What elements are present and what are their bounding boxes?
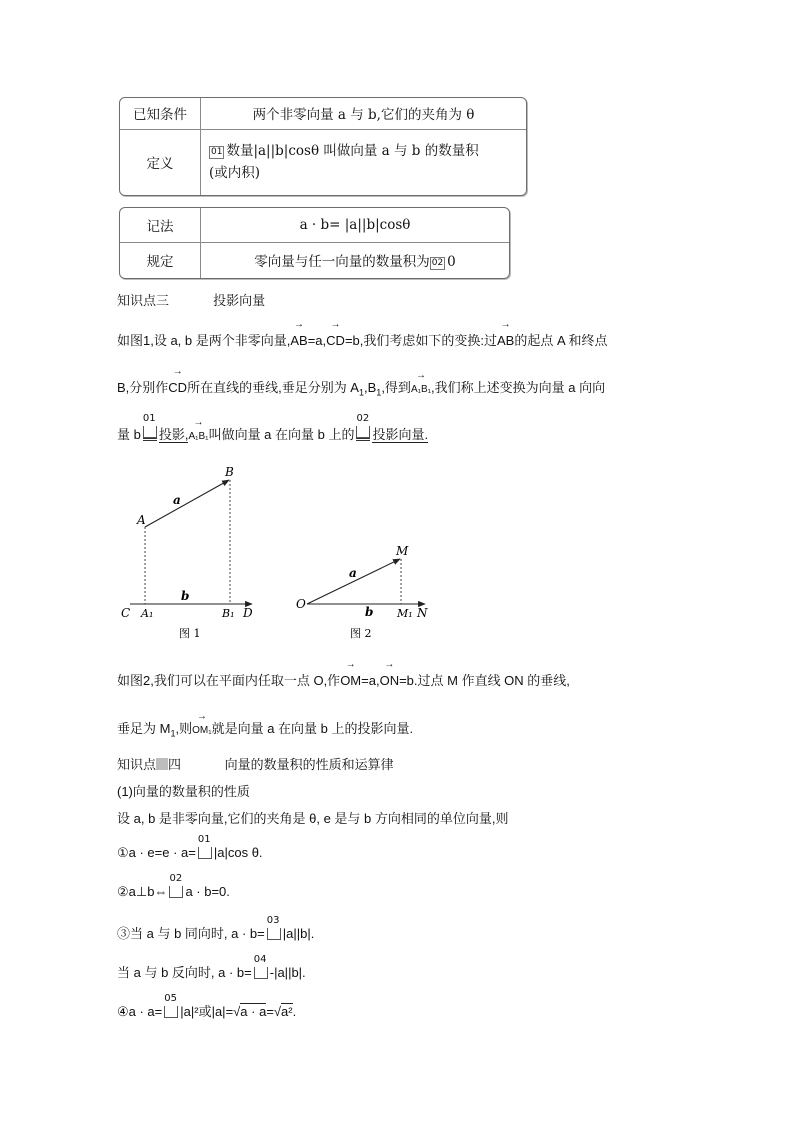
table1-row2-line2: (或内积) — [209, 165, 261, 182]
answer-blank-04: 04 — [254, 965, 268, 979]
fig1-label-a-point: A — [137, 513, 146, 527]
section4-intro: 设 a, b 是非零向量,它们的夹角是 θ, e 是与 b 方向相同的单位向量,则 — [117, 811, 509, 826]
table1-row2-line1: 数量|a||b|cosθ 叫做向量 a 与 b 的数量积 — [226, 143, 479, 160]
table2-row2-content — [201, 242, 510, 278]
section3-heading — [117, 290, 265, 309]
fig2-label-a-vector: a — [349, 566, 357, 580]
section4-title: 知识点 — [117, 757, 157, 772]
property-item-3: ③当 a 与 b 同向时, a · b= 03 |a||b|. — [117, 915, 315, 941]
vector-ab: → AB — [290, 333, 307, 348]
fig1-label-d: D — [243, 606, 253, 620]
vector-cd: → CD — [326, 333, 345, 348]
property-item-1: ①a · e=e · a= 01 |a|cos θ. — [117, 834, 263, 860]
fig1-label-b1: B₁ — [222, 607, 235, 620]
fig1-label-b-vector: b — [181, 589, 190, 603]
answer-blank-01: 01 — [198, 845, 212, 859]
table1-row1-label: 已知条件 — [120, 98, 201, 129]
fig2-label-o: O — [296, 597, 306, 611]
answer-blank-03: 03 — [267, 926, 281, 940]
fig2-label-n: N — [417, 606, 428, 620]
answer-blank-05: 05 — [164, 1004, 178, 1018]
fig1-vector-a — [145, 480, 229, 527]
answer-blank-02: 02 — [356, 424, 370, 441]
fig2-caption: 图 2 — [350, 627, 372, 640]
projection-paragraph-line3: 量 b 01 投影,→ A₁B₁叫做向量 a 在向量 b 上的 02 投影向量. — [117, 424, 428, 443]
fig2-label-m: M — [396, 544, 409, 558]
table2-row1-content: a · b= |a||b|cosθ — [201, 208, 510, 242]
fig2-paragraph-line1: 如图2,我们可以在平面内任取一点 O,作→ OM=a,→ ON=b.过点 M 作直线 ON 的垂线, — [117, 670, 570, 689]
answer-blank-01: 01 — [143, 424, 157, 441]
fig1-label-a1: A₁ — [141, 607, 154, 620]
section4-sub1: (1)向量的数量积的性质 — [117, 784, 250, 799]
fig1-label-c: C — [121, 606, 131, 620]
vector-on: → ON — [380, 673, 400, 688]
sqrt-radicand-2: a² — [281, 1004, 293, 1019]
section4-subtitle: 向量的数量积的性质和运算律 — [224, 757, 394, 772]
fig2-label-b-vector: b — [365, 605, 374, 619]
projection-paragraph-line1: 如图1,设 a, b 是两个非零向量,→ AB=a,→ CD=b,我们考虑如下的变换:过→ AB的起点 A 和终点 — [117, 330, 608, 349]
table2-row2-text: 零向量与任一向量的数量积为 — [254, 254, 430, 271]
property-item-2: ②a⊥b⇔ 02 a · b=0. — [117, 873, 230, 899]
vector-om1: → OM₁ — [192, 725, 211, 736]
table1-row2-label: 定义 — [120, 129, 201, 195]
vector-om: → OM — [340, 673, 361, 688]
answer-blank-02: 02 — [169, 884, 183, 898]
definition-table — [119, 97, 527, 196]
sqrt-symbol: √ — [273, 1004, 282, 1019]
table2-row2-label: 规定 — [120, 242, 201, 278]
projection-paragraph-line2: B,分别作→ CD所在直线的垂线,垂足分别为 $A_1,B_1$,得到→ A₁B₁,我们称上述变换为向量 a 向向 — [117, 377, 605, 398]
sqrt-radicand-1: a · a — [240, 1004, 267, 1019]
gray-square-mark — [156, 758, 168, 770]
section3-title: 知识点三 — [117, 294, 170, 309]
table1-row1-content: 两个非零向量 a 与 b,它们的夹角为 θ — [201, 98, 527, 129]
fig1-caption: 图 1 — [179, 627, 201, 640]
answer-number-box: 01 — [211, 147, 223, 158]
table2-row1-label: 记法 — [120, 208, 201, 242]
vector-cd: → CD — [168, 380, 187, 395]
answer-number-box: 02 — [431, 258, 444, 269]
section3-subtitle: 投影向量 — [213, 294, 266, 309]
fig1-label-a-vector: a — [173, 493, 181, 507]
section4-heading: 知识点 四 向量的数量积的性质和运算律 — [117, 757, 394, 772]
fig2-label-m1: M₁ — [397, 607, 413, 620]
property-item-3b: 当 a 与 b 反向时, a · b= 04 -|a||b|. — [117, 954, 306, 980]
vector-a1b1: → A₁B₁ — [411, 384, 431, 395]
sqrt-symbol: √ — [233, 1004, 241, 1019]
vector-a1b1: → A₁B₁ — [188, 431, 208, 442]
property-item-4: ④a · a= 05 |a|²或|a|=√a · a=√a². — [117, 993, 297, 1019]
projection-figures — [115, 462, 435, 647]
fig1-label-b-point: B — [225, 465, 234, 479]
notation-table — [119, 207, 510, 279]
table1-row2-content — [201, 129, 527, 195]
table2-row2-tail: 0 — [447, 254, 456, 271]
fig2-paragraph-line2: 垂足为 $M_1$,则→ OM₁就是向量 a 在向量 b 上的投影向量. — [117, 718, 413, 739]
vector-ab: → AB — [497, 333, 514, 348]
